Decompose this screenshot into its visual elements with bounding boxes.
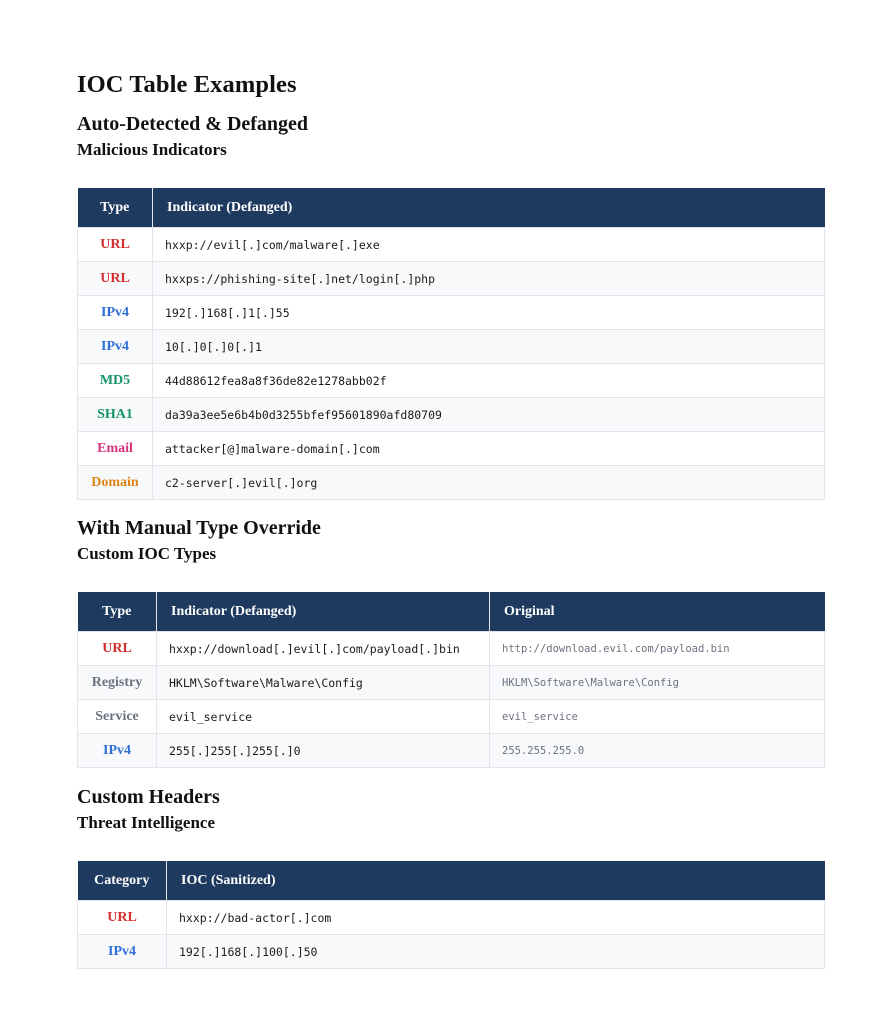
table-row: [78, 700, 825, 734]
ioc-indicator: 192[.]168[.]1[.]55: [153, 296, 825, 330]
column-header-type: Type: [78, 188, 153, 228]
table-row: [78, 901, 825, 935]
table-header-row: [78, 188, 825, 228]
table-header-row: [78, 592, 825, 632]
ioc-indicator: hxxps://phishing-site[.]net/login[.]php: [153, 262, 825, 296]
table-row: [78, 262, 825, 296]
table-row: [78, 364, 825, 398]
ioc-indicator: da39a3ee5e6b4b0d3255bfef95601890afd80709: [153, 398, 825, 432]
ioc-original: evil_service: [490, 700, 825, 734]
section-heading-manual-override: With Manual Type Override: [77, 517, 321, 539]
table-row: [78, 734, 825, 768]
ioc-original: 255.255.255.0: [490, 734, 825, 768]
table-row: [78, 398, 825, 432]
ioc-indicator: 192[.]168[.]100[.]50: [167, 935, 825, 969]
table-row: [78, 666, 825, 700]
ioc-indicator: hxxp://bad-actor[.]com: [167, 901, 825, 935]
ioc-type: MD5: [78, 364, 153, 398]
ioc-type: IPv4: [78, 734, 157, 768]
table-row: [78, 935, 825, 969]
ioc-indicator: HKLM\Software\Malware\Config: [157, 666, 490, 700]
ioc-type: Domain: [78, 466, 153, 500]
column-header-indicator: Indicator (Defanged): [157, 592, 490, 632]
ioc-table-custom-headers: [77, 861, 825, 969]
ioc-table-auto-detected: [77, 188, 825, 500]
ioc-type: URL: [78, 262, 153, 296]
ioc-indicator: attacker[@]malware-domain[.]com: [153, 432, 825, 466]
ioc-type: URL: [78, 228, 153, 262]
table-row: [78, 296, 825, 330]
ioc-indicator: hxxp://download[.]evil[.]com/payload[.]bin: [157, 632, 490, 666]
column-header-indicator: Indicator (Defanged): [153, 188, 825, 228]
section-subheading-threat-intel: Threat Intelligence: [77, 813, 216, 832]
ioc-type: Email: [78, 432, 153, 466]
column-header-ioc: IOC (Sanitized): [167, 861, 825, 901]
ioc-type: Service: [78, 700, 157, 734]
column-header-original: Original: [490, 592, 825, 632]
ioc-indicator: evil_service: [157, 700, 490, 734]
table-header-row: [78, 861, 825, 901]
section-subheading-malicious: Malicious Indicators: [77, 140, 227, 159]
ioc-indicator: 10[.]0[.]0[.]1: [153, 330, 825, 364]
table-row: [78, 466, 825, 500]
section-subheading-custom-types: Custom IOC Types: [77, 544, 217, 563]
page-title: IOC Table Examples: [77, 71, 297, 98]
ioc-indicator: 255[.]255[.]255[.]0: [157, 734, 490, 768]
ioc-indicator: 44d88612fea8a8f36de82e1278abb02f: [153, 364, 825, 398]
table-row: [78, 632, 825, 666]
section-heading-auto-detected: Auto-Detected & Defanged: [77, 113, 309, 135]
ioc-type: URL: [78, 901, 167, 935]
ioc-original: HKLM\Software\Malware\Config: [490, 666, 825, 700]
ioc-table-manual-override: [77, 592, 825, 768]
column-header-type: Type: [78, 592, 157, 632]
table-row: [78, 432, 825, 466]
ioc-type: IPv4: [78, 330, 153, 364]
column-header-category: Category: [78, 861, 167, 901]
ioc-indicator: c2-server[.]evil[.]org: [153, 466, 825, 500]
ioc-indicator: hxxp://evil[.]com/malware[.]exe: [153, 228, 825, 262]
section-heading-custom-headers: Custom Headers: [77, 786, 220, 808]
ioc-type: IPv4: [78, 296, 153, 330]
table-row: [78, 330, 825, 364]
ioc-original: http://download.evil.com/payload.bin: [490, 632, 825, 666]
ioc-type: Registry: [78, 666, 157, 700]
table-row: [78, 228, 825, 262]
ioc-type: SHA1: [78, 398, 153, 432]
ioc-type: URL: [78, 632, 157, 666]
ioc-type: IPv4: [78, 935, 167, 969]
